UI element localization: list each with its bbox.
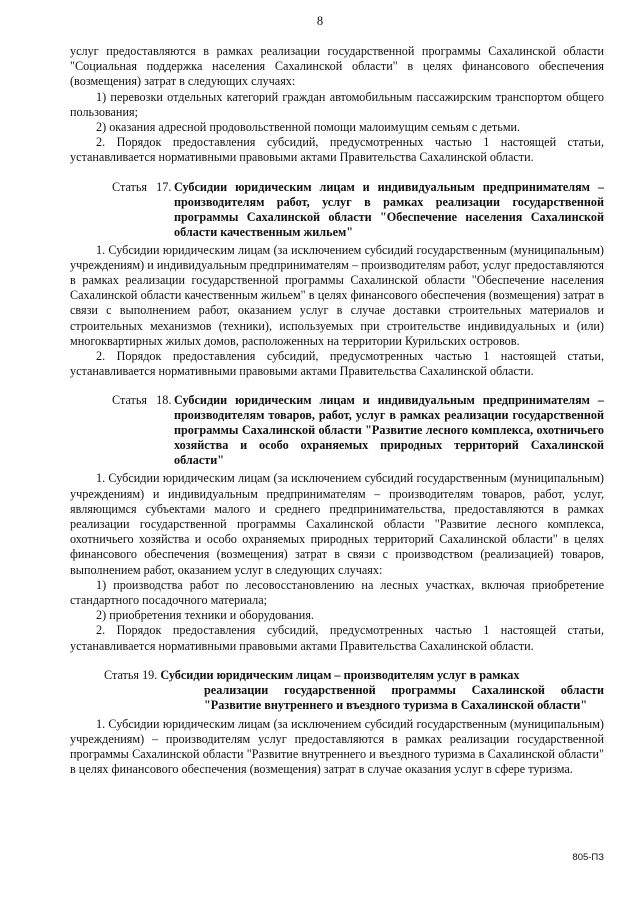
list-item: 2) оказания адресной продовольственной помощи малоимущим семьям с детьми.	[96, 120, 521, 135]
article-label: Статья 18.	[112, 393, 172, 408]
paragraph: 1. Субсидии юридическим лицам (за исключением субсидий государственным (муниципальным) учреждениям) – производителям услуг предоставляются в рамках реализации государственной программы Сахалинской области "Развитие внутреннего и въездного туризма в Сахалинской области" в целях финансового обеспечения (возмещения) затрат в случае оказания услуг в сфере туризма.	[70, 716, 604, 777]
article-label: Статья 19.	[104, 667, 158, 682]
page-number: 8	[316, 14, 324, 28]
document-code: 805-ПЗ	[572, 852, 604, 863]
article-title: Субсидии юридическим лицам – производителям услуг в рамках	[160, 667, 520, 682]
list-item: 2) приобретения техники и оборудования.	[96, 608, 314, 623]
article-title: Субсидии юридическим лицам и индивидуальным предпринимателям – производителям работ, услуг в рамках реализации государственной программы Сахалинской области "Обеспечение населения Сахалинской области качественным жильем"	[174, 179, 604, 239]
paragraph: услуг предоставляются в рамках реализации государственной программы Сахалинской области "Социальная поддержка населения Сахалинской области" в целях финансового обеспечения (возмещения) затрат в следующих случаях:	[70, 44, 604, 89]
article-title-continuation: реализации государственной программы Сахалинской области "Развитие внутреннего и въездного туризма в Сахалинской области"	[204, 683, 604, 713]
paragraph: 2. Порядок предоставления субсидий, предусмотренных частью 1 настоящей статьи, устанавливается нормативными правовыми актами Правительства Сахалинской области.	[70, 135, 604, 165]
paragraph: 2. Порядок предоставления субсидий, предусмотренных частью 1 настоящей статьи, устанавливается нормативными правовыми актами Правительства Сахалинской области.	[70, 623, 604, 653]
article-19-heading	[70, 668, 604, 714]
paragraph: 1. Субсидии юридическим лицам (за исключением субсидий государственным (муниципальным) учреждениям) и индивидуальным предпринимателям – производителям товаров, работ, услуг, являющимся субъектами малого и среднего предпринимательства, предоставляются в рамках реализации государственной программы Сахалинской области "Развитие лесного комплекса, охотничьего хозяйства и особо охраняемых природных территорий Сахалинской области" в целях финансового обеспечения (возмещения) затрат в связи с производством (реализацией) товаров, выполнением работ, оказанием услуг в следующих случаях:	[70, 471, 604, 577]
paragraph: 2. Порядок предоставления субсидий, предусмотренных частью 1 настоящей статьи, устанавливается нормативными правовыми актами Правительства Сахалинской области.	[70, 349, 604, 379]
article-18-heading	[70, 393, 604, 468]
article-label: Статья 17.	[112, 179, 172, 194]
list-item: 1) производства работ по лесовосстановлению на лесных участках, включая приобретение стандартного посадочного материала;	[70, 577, 604, 608]
document-body	[70, 44, 604, 777]
list-item: 1) перевозки отдельных категорий граждан автомобильным пассажирским транспортом общего пользования;	[70, 89, 604, 119]
paragraph: 1. Субсидии юридическим лицам (за исключением субсидий государственным (муниципальным) учреждениям) и индивидуальным предпринимателям – производителям работ, услуг предоставляются в рамках реализации государственной программы Сахалинской области "Обеспечение населения Сахалинской области качественным жильем" в целях финансового обеспечения (возмещения) затрат в связи с выполнением работ, оказанием услуг в случае доставки строительных материалов и строительных механизмов (техники), используемых при строительстве индивидуальных и (или) многоквартирных жилых домов, расположенных на территории Курильских островов.	[70, 242, 604, 348]
article-17-heading	[70, 180, 604, 240]
article-title: Субсидии юридическим лицам и индивидуальным предпринимателям – производителям товаров, работ, услуг в рамках реализации государственной программы Сахалинской области "Развитие лесного комплекса, охотничьего хозяйства и особо охраняемых природных территорий Сахалинской области"	[174, 393, 604, 468]
